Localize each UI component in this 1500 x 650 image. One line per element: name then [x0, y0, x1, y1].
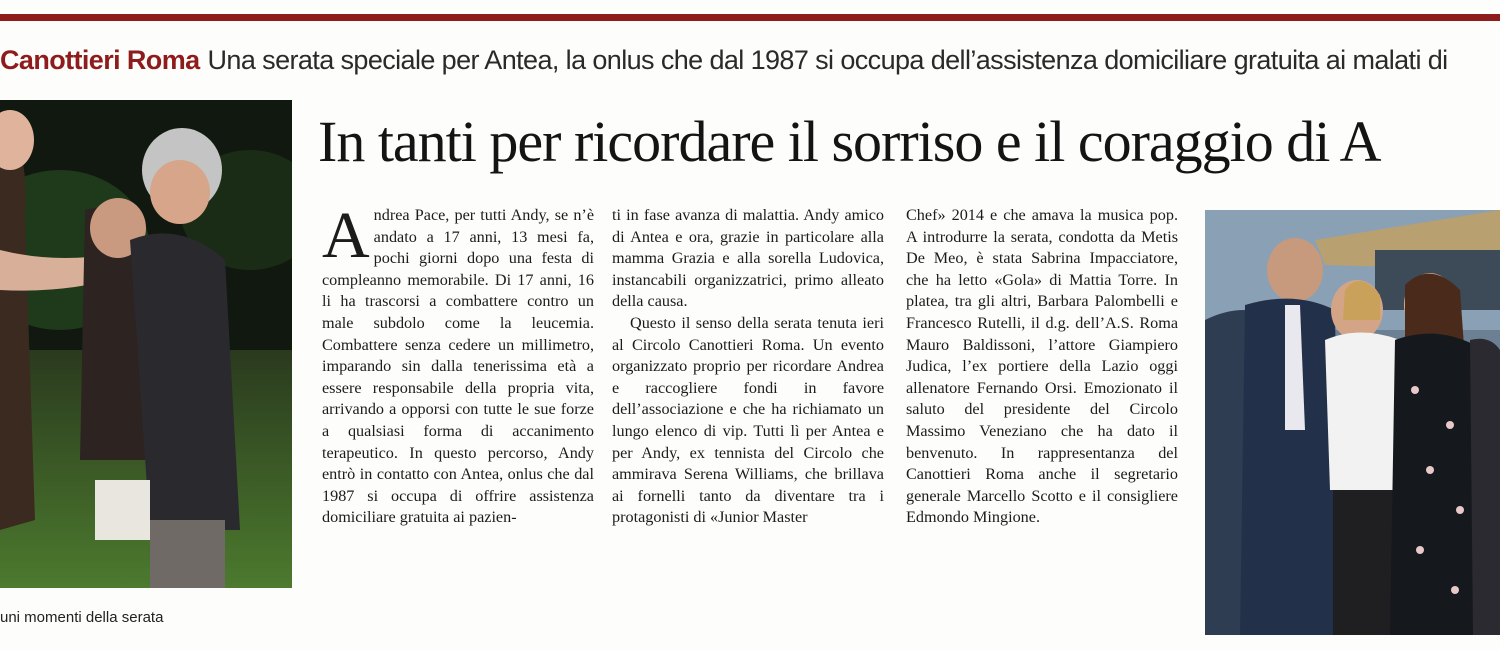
- article-paragraph: ndrea Pace, per tutti Andy, se n’è andato a 17 anni, 13 mesi fa, pochi giorni dopo una festa di compleanno memorabile. Di 17 anni, 16 li ha trascorsi a combattere contro un male subdolo come la leucemia. Combattere senza cedere un millimetro, imparando sin dalla tenerissima età a essere responsabile della propria vita, arrivando a opporsi con tutte le sue forze a qualsiasi forma di accanimento terapeutico. In questo percorso, Andy entrò in contatto con Antea, onlus che dal 1987 si occupa di offrire assistenza domiciliare gratuita ai pazien-: [322, 206, 594, 527]
- article-column-2: [612, 205, 884, 630]
- article-column-3: [906, 205, 1178, 630]
- article-paragraph: Chef» 2014 e che amava la musica pop. A introdurre la serata, condotta da Metis De Meo, è stata Sabrina Impacciatore, che ha letto «Gola» di Mattia Torre. In platea, tra gli altri, Barbara Palombelli e Francesco Rutelli, il d.g. dell’A.S. Roma Mauro Baldissoni, l’attore Giampiero Judica, l’ex portiere della Lazio oggi allenatore Fernando Orsi. Emozionato il saluto del presidente del Circolo Massimo Veneziano che ha dato il benvenuto. In rappresentanza del Canottieri Roma anche il segretario generale Marcello Scotto e il consigliere Edmondo Mingione.: [906, 206, 1178, 527]
- event-photo-right: [1205, 210, 1500, 635]
- kicker-text: Una serata speciale per Antea, la onlus che dal 1987 si occupa dell’assistenza domiciliare gratuita ai malati di: [207, 45, 1448, 75]
- article-paragraph: ti in fase avanza di malattia. Andy amico di Antea e ora, grazie in particolare alla mamma Grazia e alla sorella Ludovica, instancabili organizzatrici, primo alleato della causa.: [612, 206, 884, 311]
- article-column-1: [322, 205, 594, 630]
- event-photo-left: [0, 100, 292, 588]
- headline: In tanti per ricordare il sorriso e il coraggio di A: [318, 109, 1381, 174]
- photo-caption: uni momenti della serata: [0, 609, 164, 626]
- kicker-line: [0, 40, 1500, 80]
- article-paragraph: Questo il senso della serata tenuta ieri al Circolo Canottieri Roma. Un evento organizzato proprio per ricordare Andrea e raccogliere fondi in favore dell’associazione e che ha richiamato un lungo elenco di vip. Tutti lì per Antea e per Andy, ex tennista del Circolo che ammirava Serena Williams, che brillava ai fornelli tanto da diventare tra i protagonisti di «Junior Master: [612, 313, 884, 527]
- top-rule: [0, 14, 1500, 21]
- drop-cap: A: [322, 205, 370, 272]
- event-photo-left-image: [0, 100, 292, 588]
- section-label: Canottieri Roma: [0, 45, 200, 75]
- event-photo-right-image: [1205, 210, 1500, 635]
